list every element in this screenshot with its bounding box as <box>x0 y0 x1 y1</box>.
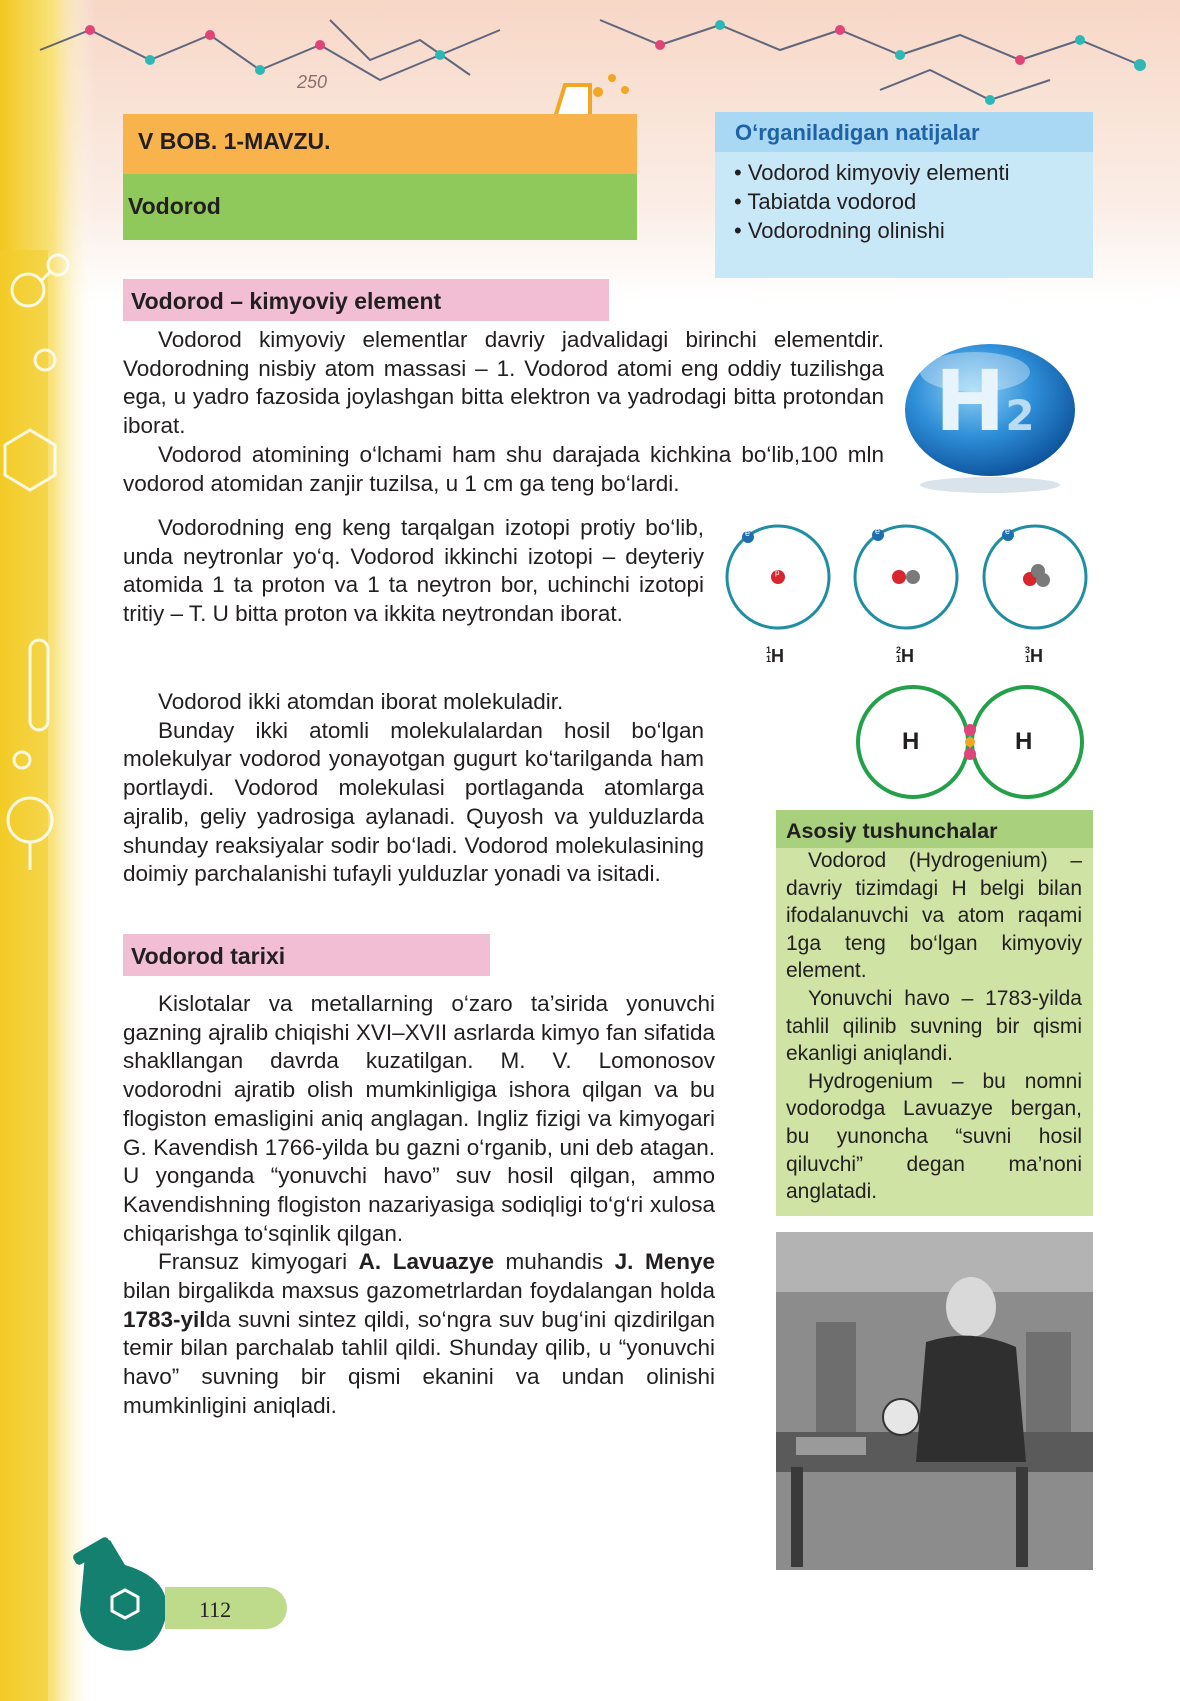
concept-paragraph: Yonuvchi havo – 1783-yilda tahlil qilinib suvning bir qismi ekanligi aniqlandi. <box>786 986 1082 1066</box>
element-symbol: H <box>901 646 915 666</box>
outcome-item: • Vodorodning olinishi <box>734 218 945 243</box>
paragraph: Vodorod atomining o‘lchami ham shu darajada kichkina bo‘lib,100 mln vodorod atomidan zanjir tuzilsa, u 1 cm ga teng bo‘lardi. <box>123 441 884 496</box>
outcomes-title: O‘rganiladigan natijalar <box>735 120 980 145</box>
text-run: bilan birgalikda maxsus gazometrlardan foydalangan holda <box>123 1278 715 1304</box>
chapter-label: V BOB. 1-MAVZU. <box>138 128 331 154</box>
text-run: muhandis <box>494 1249 615 1275</box>
mass-number: 2 <box>896 645 902 655</box>
section-header-history <box>123 934 490 976</box>
h2-letter: H <box>935 352 1006 450</box>
paragraph: Vodorod kimyoviy elementlar davriy jadvalidagi birinchi elementdir. Vodorodning nisbiy atom massasi – 1. Vodorod atomi eng oddiy tuzilishga ega, u yadro fazosida joylashgan bitta elektron va yadrodagi bitta protondan iborat. <box>123 327 884 439</box>
outcome-item: • Tabiatda vodorod <box>734 189 917 214</box>
proton-label: p <box>775 568 780 577</box>
h2-subscript: 2 <box>1005 391 1035 440</box>
text-run: da suvni sintez qildi, so‘ngra suv bug‘ini qizdirilgan temir bilan parchalab tahlil qildi. Shunday qilib, u “yonuvchi havo” suvning bir qismi ekanini va undan olinishi mumkinligini aniqladi. <box>123 1306 715 1418</box>
electron-label: e <box>745 528 751 538</box>
decor-number: 250 <box>297 72 328 92</box>
mass-number: 3 <box>1025 645 1031 655</box>
isotope-label-tritium <box>1025 646 1043 667</box>
isotope-label-deuterium <box>896 646 914 667</box>
name-meusnier: J. Menye <box>614 1249 716 1275</box>
section-header-element <box>123 279 609 321</box>
learning-outcomes-box <box>715 112 1093 278</box>
key-concepts-text <box>786 847 1082 1206</box>
element-symbol: H <box>1030 646 1044 666</box>
outcomes-list <box>734 158 1010 245</box>
year-1783: 1783-yil <box>123 1306 206 1332</box>
text-run: Fransuz kimyogari <box>158 1249 359 1275</box>
section1-isotopes <box>123 514 704 629</box>
outcomes-title-bar <box>715 112 1093 152</box>
molecule-atom-right: H <box>1015 728 1033 755</box>
section-title: Vodorod – kimyoviy element <box>131 288 442 314</box>
mass-number: 1 <box>766 645 772 655</box>
element-symbol: H <box>771 646 785 666</box>
paragraph: Kislotalar va metallarning o‘zaro ta’sirida yonuvchi gazning ajralib chiqishi XVI–XVII asrlarda kimyo fan sifatida shakllangan davrda kuzatilgan. M. V. Lomonosov vodorodni ajratib olish mumkinligiga ishora qilgan va bu flogiston emasligini aniq anglagan. Ingliz fizigi va kimyogari G. Kavendish 1766-yilda bu gazni o‘rganib, uni deb atagan. U yonganda “yonuvchi havo” suv hosil qilgan, ammo Kavendishning flogiston nazariyasiga sodiqligi to‘g‘ri xulosa chiqarishga to‘sqinlik qilgan. <box>123 991 715 1246</box>
topic-label: Vodorod <box>128 193 221 219</box>
section1-intro <box>123 326 884 498</box>
outcome-item: • Vodorod kimyoviy elementi <box>734 160 1010 185</box>
molecule-atom-left: H <box>902 728 920 755</box>
key-concepts-title-bar <box>776 810 1093 848</box>
concept-paragraph: Hydrogenium – bu nomni vodorodga Lavuazye bergan, bu yunoncha “suvni hosil qiluvchi” degan ma’noni anglatadi. <box>786 1069 1082 1204</box>
lavoisier-engraving-image <box>776 1232 1093 1570</box>
electron-label: e <box>875 526 881 536</box>
key-concepts-box <box>776 810 1093 1216</box>
paragraph: Vodorodning eng keng tarqalgan izotopi protiy bo‘lib, unda neytronlar yo‘q. Vodorod ikkinchi izotopi – deyteriy atomida 1 ta proton va 1 ta neytron bor, uchinchi izotopi tritiy – T. U bitta proton va ikkita neytrondan iborat. <box>123 515 704 627</box>
chapter-header <box>123 114 637 180</box>
page-number: 112 <box>199 1597 232 1622</box>
name-lavoisier: A. Lavuazye <box>358 1249 495 1275</box>
paragraph <box>123 1248 715 1420</box>
h2-symbol <box>935 352 1035 450</box>
electron-label: e <box>1005 526 1011 536</box>
section1-molecule <box>123 688 704 889</box>
concept-paragraph: Vodorod (Hydrogenium) – davriy tizimdagi H belgi bilan ifodalanuvchi va atom raqami 1ga teng bo‘lgan kimyoviy element. <box>786 849 1082 983</box>
atomic-number: 1 <box>896 654 902 664</box>
paragraph: Vodorod ikki atomdan iborat molekuladir. <box>158 689 564 714</box>
key-concepts-title: Asosiy tushunchalar <box>786 819 998 843</box>
section2-text <box>123 990 715 1421</box>
section-title: Vodorod tarixi <box>131 943 286 969</box>
page-number-badge <box>165 1587 287 1629</box>
paragraph: Bunday ikki atomli molekulalardan hosil bo‘lgan molekulyar vodorod yonayotgan gugurt ko‘tarilganda ham portlaydi. Vodorod molekulasi portlaganda atomlarga ajralib, geliy yadrosiga aylanadi. Quyosh va yulduzlarda shunday reaksiyalar sodir bo‘ladi. Vodorod molekulasining doimiy parchalanishi tufayli yulduzlar yonadi va isitadi. <box>123 717 704 887</box>
atomic-number: 1 <box>766 654 772 664</box>
isotope-label-protium <box>766 646 784 667</box>
topic-header <box>123 174 637 240</box>
atomic-number: 1 <box>1025 654 1031 664</box>
